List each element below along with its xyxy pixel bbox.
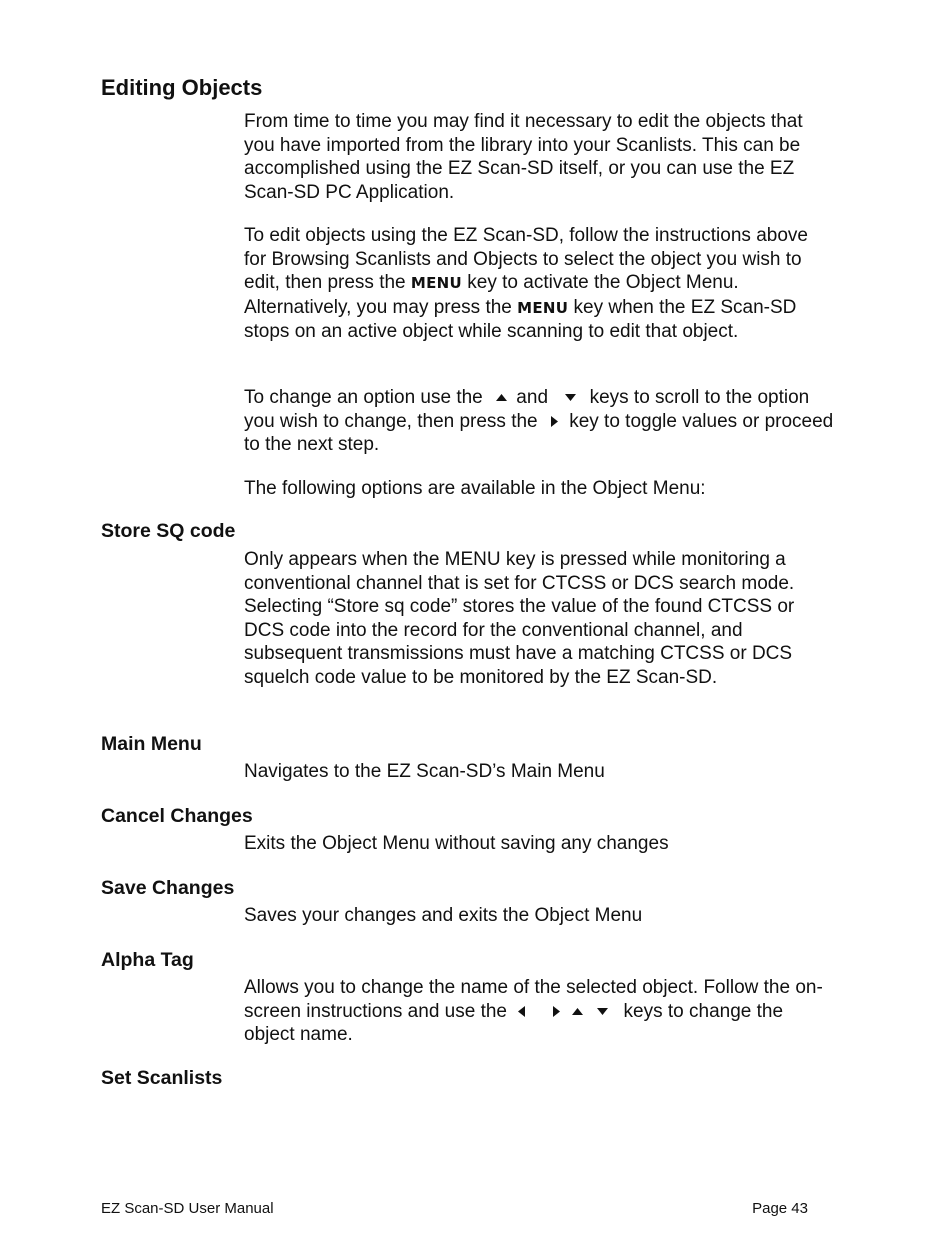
text-span: key when the EZ Scan-SD stops on an active object while scanning to edit that object.	[244, 296, 797, 342]
intro-paragraph-2	[244, 224, 834, 344]
text-span: key to toggle values or proceed to the next step.	[244, 410, 834, 455]
text-span: To edit objects using the EZ Scan-SD, follow the instructions above for Browsing Scanlists and Objects to select the object you wish to edit, then press the	[244, 225, 808, 293]
intro-paragraph-4: The following options are available in the Object Menu:	[244, 478, 706, 499]
option-term-main-menu: Main Menu	[101, 733, 202, 755]
up-arrow-icon	[572, 1008, 583, 1015]
menu-key-label: MENU	[517, 298, 569, 317]
footer-page-number: Page 43	[752, 1200, 808, 1217]
text-span: keys to scroll to the option you wish to change, then press the	[244, 387, 810, 432]
text-span: Allows you to change the name of the selected object. Follow the on-screen instructions and use the	[244, 977, 823, 1022]
text-span: and	[511, 387, 554, 408]
intro-paragraph-1: From time to time you may find it necessary to edit the objects that you have imported from the library into your Scanlists. This can be accomplished using the EZ Scan-SD itself, or you can use the EZ Scan-SD PC Application.	[244, 111, 803, 203]
option-term-save-changes: Save Changes	[101, 877, 235, 899]
option-term-set-scanlists: Set Scanlists	[101, 1067, 223, 1089]
right-arrow-icon	[551, 416, 558, 427]
option-desc-store-sq-code: Only appears when the MENU key is pressed while monitoring a conventional channel that is set for CTCSS or DCS search mode. Selecting “Store sq code” stores the value of the found CTCSS or DCS code into the record for the conventional channel, and subsequent transmissions must have a matching CTCSS or DCS squelch code value to be monitored by the EZ Scan-SD.	[244, 549, 795, 688]
up-arrow-icon	[496, 394, 507, 401]
option-desc-alpha-tag	[244, 976, 834, 1047]
text-span: To change an option use the	[244, 387, 489, 408]
menu-key-label: MENU	[410, 274, 462, 292]
down-arrow-icon	[565, 394, 576, 401]
option-term-cancel-changes: Cancel Changes	[101, 805, 253, 827]
right-arrow-icon	[553, 1006, 560, 1017]
option-desc-save-changes: Saves your changes and exits the Object Menu	[244, 905, 643, 926]
footer-manual-title: EZ Scan-SD User Manual	[101, 1200, 274, 1217]
intro-paragraph-3	[244, 386, 834, 457]
down-arrow-icon	[597, 1008, 608, 1015]
left-arrow-icon	[518, 1006, 525, 1017]
page-title: Editing Objects	[101, 75, 263, 100]
option-desc-cancel-changes: Exits the Object Menu without saving any changes	[244, 833, 669, 854]
text-span: key to activate the Object Menu. Alternatively, you may press the	[244, 272, 739, 318]
option-term-store-sq-code: Store SQ code	[101, 520, 236, 542]
option-term-alpha-tag: Alpha Tag	[101, 949, 194, 971]
option-desc-main-menu: Navigates to the EZ Scan-SD’s Main Menu	[244, 761, 605, 782]
text-span: keys to change the object name.	[244, 1000, 784, 1045]
